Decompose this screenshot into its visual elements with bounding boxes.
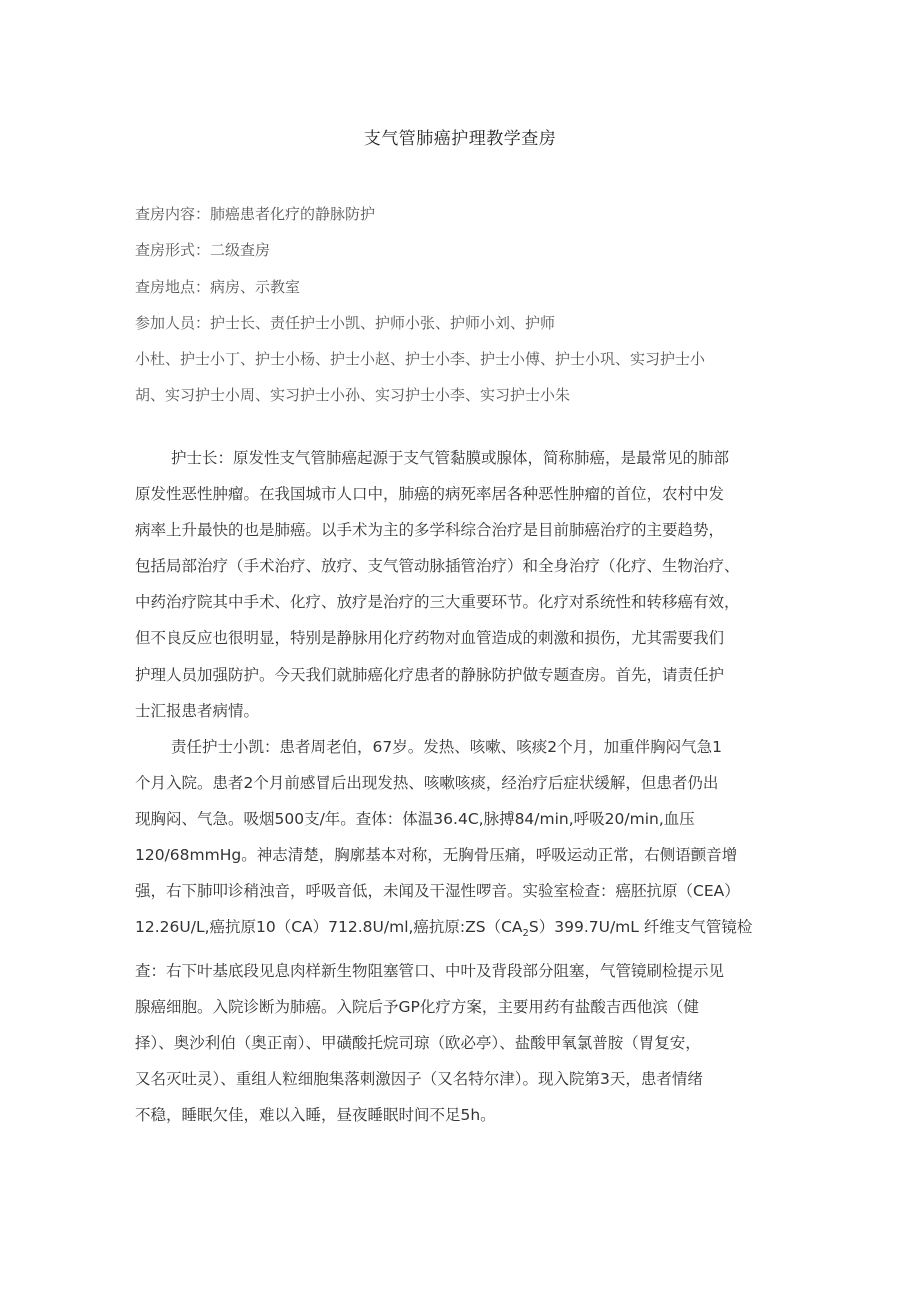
paragraph-line: 不稳，睡眠欠佳，难以入睡，昼夜睡眠时间不足5h。	[135, 1106, 496, 1125]
round-content-line: 查房内容：肺癌患者化疗的静脉防护	[135, 205, 376, 223]
lab-values-text-b: S）399.7U/mL 纤维支气管镜检	[528, 918, 753, 937]
case-report-paragraph	[135, 729, 797, 1133]
paragraph-line: 责任护士小凯：患者周老伯，67岁。发热、咳嗽、咳痰2个月，加重伴胸闷气急1	[171, 738, 722, 756]
paragraph-line: 强，右下肺叩诊稍浊音，呼吸音低，未闻及干湿性啰音。实验室检查：癌胚抗原（CEA）	[135, 882, 740, 901]
paragraph-line: 现胸闷、气急。吸烟500支/年。查体：体温36.4C,脉搏84/min,呼吸20/min,血压	[135, 810, 695, 829]
round-format-line: 查房形式：二级查房	[135, 241, 271, 260]
subscript-two: 2	[522, 928, 529, 940]
paragraph-line: 120/68mmHg。神志清楚，胸廓基本对称，无胸骨压痛，呼吸运动正常，右侧语颤音增	[135, 846, 738, 865]
document-title: 支气管肺癌护理教学查房	[363, 129, 557, 149]
paragraph-line: 个月入院。患者2个月前感冒后出现发热、咳嗽咳痰，经治疗后症状缓解，但患者仍出	[135, 774, 719, 793]
paragraph-line: 病率上升最快的也是肺癌。以手术为主的多学科综合治疗是目前肺癌治疗的主要趋势，	[135, 521, 725, 540]
paragraph-line-lab-values	[135, 909, 797, 952]
paragraph-line: 但不良反应也很明显，特别是静脉用化疗药物对血管造成的刺激和损伤，尤其需要我们	[135, 629, 725, 648]
participants-line: 参加人员：护士长、责任护士小凯、护师小张、护师小刘、护师	[135, 313, 556, 332]
round-info-block	[135, 196, 795, 414]
paragraph-line: 中药治疗院其中手术、化疗、放疗是治疗的三大重要环节。化疗对系统性和转移癌有效，	[135, 593, 740, 612]
paragraph-line: 护士长：原发性支气管肺癌起源于支气管黏膜或腺体，简称肺癌，是最常见的肺部	[171, 449, 730, 467]
paragraph-line: 护理人员加强防护。今天我们就肺癌化疗患者的静脉防护做专题查房。首先，请责任护	[135, 665, 725, 684]
paragraph-line: 又名灭吐灵）、重组人粒细胞集落刺激因子（又名特尔津）。现入院第3天，患者情绪	[135, 1069, 703, 1088]
participants-line-continued: 胡、实习护士小周、实习护士小孙、实习护士小李、实习护士小朱	[135, 386, 571, 405]
head-nurse-paragraph	[135, 440, 797, 729]
paragraph-line: 腺癌细胞。入院诊断为肺癌。入院后予GP化疗方案，主要用药有盐酸吉西他滨（健	[135, 997, 699, 1016]
paragraph-line: 查：右下叶基底段见息肉样新生物阻塞管口、中叶及背段部分阻塞，气管镜刷检提示见	[135, 961, 725, 980]
paragraph-line: 包括局部治疗（手术治疗、放疗、支气管动脉插管治疗）和全身治疗（化疗、生物治疗、	[135, 557, 740, 576]
lab-values-text-a: 12.26U/L,癌抗原10（CA）712.8U/ml,癌抗原:ZS（CA	[135, 918, 523, 937]
paragraph-line: 原发性恶性肿瘤。在我国城市人口中，肺癌的病死率居各种恶性肿瘤的首位，农村中发	[135, 485, 725, 504]
paragraph-line: 士汇报患者病情。	[135, 701, 260, 720]
participants-line-continued: 小杜、护士小丁、护士小杨、护士小赵、护士小李、护士小傅、护士小巩、实习护士小	[135, 350, 706, 369]
round-location-line: 查房地点：病房、示教室	[135, 277, 301, 296]
paragraph-line: 择）、奥沙利伯（奥正南）、甲磺酸托烷司琼（欧必亭）、盐酸甲氧氯普胺（胃复安，	[135, 1033, 701, 1052]
